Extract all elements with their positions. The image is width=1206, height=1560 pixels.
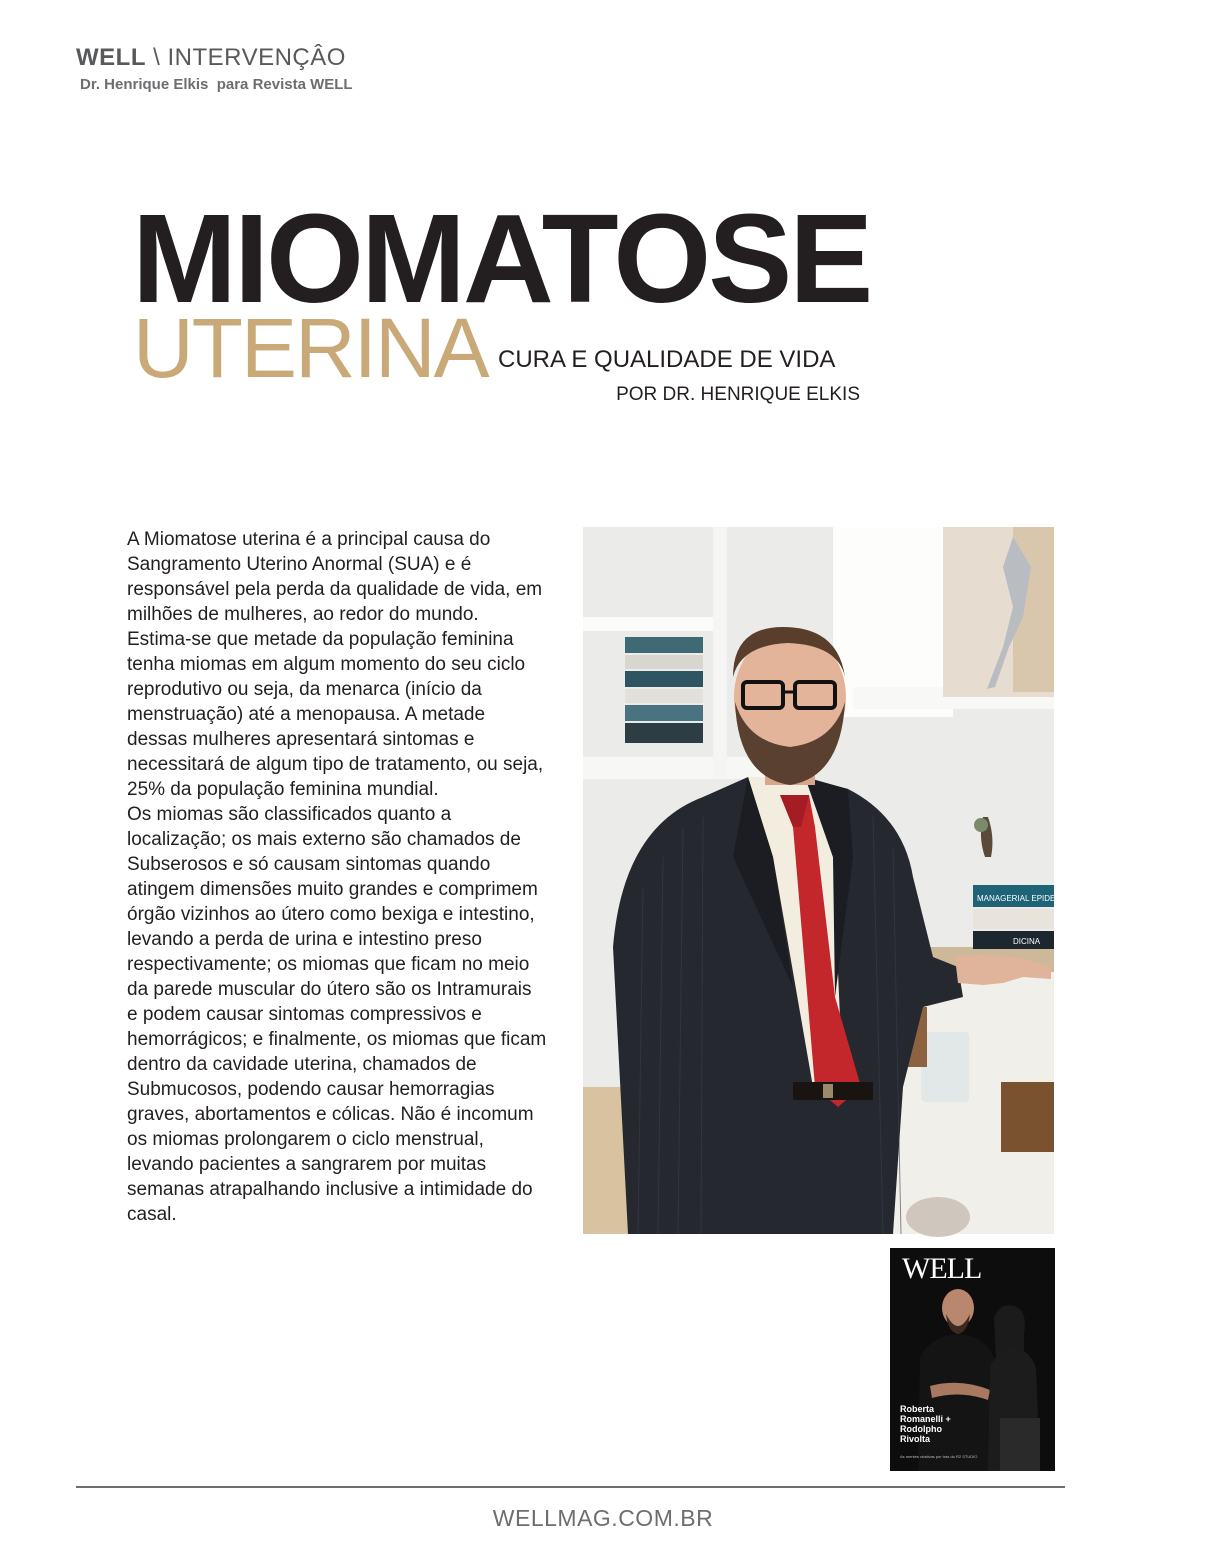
paragraph: Os miomas são classificados quanto a localização; os mais externo são chamados de Subserosos e só causam sintomas quando atingem dimensões muito grandes e comprimem órgão vizinhos ao útero como bexiga e intestino, levando a perda de urina e intestino preso respectivamente; os miomas que ficam no meio da parede muscular do útero são os Intramurais e podem causar sintomas compressivos e hemorrágicos; e finalmente, os miomas que ficam dentro da cavidade uterina, chamados de Submucosos, podendo causar hemorragias graves, abortamentos e cólicas. Não é incomum os miomas prolongarem o ciclo menstrual, levando pacientes a sangrarem por muitas semanas atrapalhando inclusive a intimidade do casal. [127,804,547,1225]
article-subtitle: CURA E QUALIDADE DE VIDA [498,346,836,373]
page-header [76,44,353,93]
cover-logo: WELL [902,1252,982,1285]
article-body [127,527,547,1227]
doctor-portrait-photo [583,527,1088,1234]
article-title-accent: UTERINA [133,301,488,395]
article-author: POR DR. HENRIQUE ELKIS [616,384,860,405]
book-spine-text: MANAGERIAL EPIDEMIOLOG [977,894,1088,903]
cover-headline: Roberta Romanelli + Rodolpho Rivolta [900,1404,951,1444]
magazine-cover [890,1248,1055,1471]
header-byline: Dr. Henrique Elkis para Revista WELL [80,76,353,93]
article-title: MIOMATOSE [132,188,871,329]
paragraph: A Miomatose uterina é a principal causa do Sangramento Uterino Anormal (SUA) e é responsável pela perda da qualidade de vida, em milhões de mulheres, ao redor do mundo. [127,529,543,625]
cover-tagline: As mentes criativas por trás do R2 STUDIO [900,1454,978,1459]
footer-website: WELLMAG.COM.BR [492,1505,714,1531]
portrait-illustration [583,527,1088,1234]
paragraph: Estima-se que metade da população feminina tenha miomas em algum momento do seu ciclo reprodutivo ou seja, da menarca (início da menstruação) até a menopausa. A metade dessas mulheres apresentará sintomas e necessitará de algum tipo de tratamento, ou seja, 25% da população feminina mundial. [127,629,544,800]
section-name: INTERVENÇÂO [167,44,346,71]
section-label [76,44,353,72]
brand-name: WELL [76,44,146,71]
section-separator: \ [145,44,168,71]
footer-divider [76,1486,1065,1488]
book-spine-text: DICINA [1013,937,1041,946]
